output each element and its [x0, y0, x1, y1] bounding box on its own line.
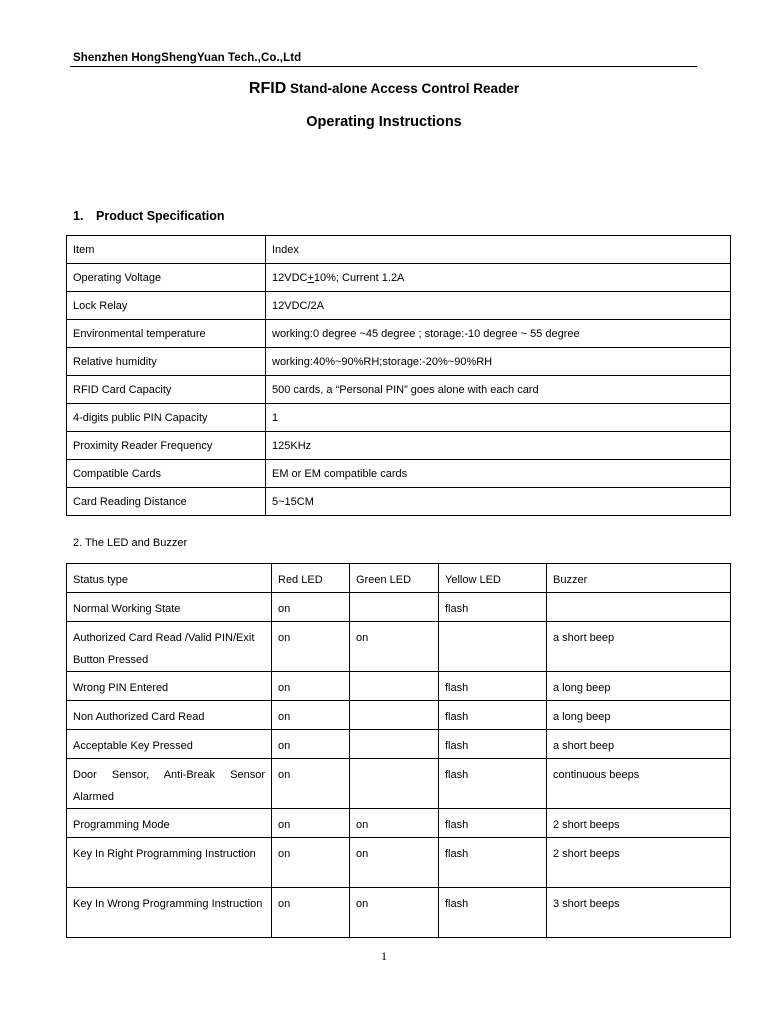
- buzzer-cell: continuous beeps: [547, 759, 731, 809]
- company-name: Shenzhen HongShengYuan Tech.,Co.,Ltd: [73, 52, 302, 64]
- yellow-led-cell: flash: [439, 730, 547, 759]
- title-rest: Stand-alone Access Control Reader: [290, 81, 520, 96]
- status-cell: Wrong PIN Entered: [67, 672, 272, 701]
- table-row: [67, 888, 731, 938]
- voltage-value: 12VDC: [272, 272, 308, 284]
- buzzer-cell: a long beep: [547, 701, 731, 730]
- red-led-cell: on: [272, 809, 350, 838]
- spec-item-cell: Lock Relay: [67, 292, 266, 320]
- yellow-led-cell: [439, 622, 547, 672]
- status-cell: Key In Right Programming Instruction: [67, 838, 272, 888]
- column-header: Red LED: [272, 564, 350, 593]
- spec-item-cell: 4-digits public PIN Capacity: [67, 404, 266, 432]
- section-heading-product-specification: [73, 209, 225, 223]
- red-led-cell: on: [272, 888, 350, 938]
- header-rule: [70, 66, 697, 67]
- red-led-cell: on: [272, 701, 350, 730]
- column-header: Status type: [67, 564, 272, 593]
- green-led-cell: [350, 593, 439, 622]
- spec-item-cell: Compatible Cards: [67, 460, 266, 488]
- spec-item-cell: Operating Voltage: [67, 264, 266, 292]
- status-cell: Programming Mode: [67, 809, 272, 838]
- buzzer-cell: a short beep: [547, 730, 731, 759]
- status-cell: Acceptable Key Pressed: [67, 730, 272, 759]
- spec-index-cell: 500 cards, a “Personal PIN” goes alone with each card: [266, 376, 731, 404]
- table-row: [67, 376, 731, 404]
- table-row: [67, 759, 731, 809]
- green-led-cell: [350, 672, 439, 701]
- status-cell: Normal Working State: [67, 593, 272, 622]
- column-header: Green LED: [350, 564, 439, 593]
- red-led-cell: on: [272, 622, 350, 672]
- product-specification-table: [66, 235, 731, 516]
- spec-item-cell: Proximity Reader Frequency: [67, 432, 266, 460]
- status-cell: Door Sensor, Anti-Break Sensor Alarmed: [67, 759, 272, 809]
- document-title: [0, 80, 768, 98]
- red-led-cell: on: [272, 759, 350, 809]
- status-cell: Authorized Card Read /Valid PIN/Exit Button Pressed: [67, 622, 272, 672]
- plus-minus-sign: +: [307, 272, 314, 284]
- red-led-cell: on: [272, 672, 350, 701]
- buzzer-cell: 2 short beeps: [547, 809, 731, 838]
- buzzer-cell: a long beep: [547, 672, 731, 701]
- green-led-cell: [350, 759, 439, 809]
- spec-item-cell: Environmental temperature: [67, 320, 266, 348]
- table-row: [67, 622, 731, 672]
- spec-index-cell: 125KHz: [266, 432, 731, 460]
- green-led-cell: [350, 701, 439, 730]
- table-header-row: [67, 564, 731, 593]
- spec-index-cell: EM or EM compatible cards: [266, 460, 731, 488]
- red-led-cell: on: [272, 838, 350, 888]
- yellow-led-cell: flash: [439, 809, 547, 838]
- spec-item-cell: Card Reading Distance: [67, 488, 266, 516]
- table-row: [67, 838, 731, 888]
- spec-index-cell: Index: [266, 236, 731, 264]
- buzzer-cell: a short beep: [547, 622, 731, 672]
- green-led-cell: on: [350, 838, 439, 888]
- spec-index-cell: working:40%~90%RH;storage:-20%~90%RH: [266, 348, 731, 376]
- spec-item-cell: RFID Card Capacity: [67, 376, 266, 404]
- section-heading-led-buzzer: 2. The LED and Buzzer: [73, 537, 188, 549]
- yellow-led-cell: flash: [439, 759, 547, 809]
- section-number: 1.: [73, 209, 84, 223]
- spec-item-cell: Item: [67, 236, 266, 264]
- title-prefix: RFID: [248, 80, 287, 97]
- table-row: [67, 320, 731, 348]
- column-header: Yellow LED: [439, 564, 547, 593]
- document-subtitle: Operating Instructions: [306, 114, 462, 130]
- yellow-led-cell: flash: [439, 593, 547, 622]
- green-led-cell: on: [350, 888, 439, 938]
- table-row: [67, 809, 731, 838]
- table-row: [67, 404, 731, 432]
- column-header: Buzzer: [547, 564, 731, 593]
- green-led-cell: on: [350, 622, 439, 672]
- status-cell: Non Authorized Card Read: [67, 701, 272, 730]
- yellow-led-cell: flash: [439, 701, 547, 730]
- green-led-cell: [350, 730, 439, 759]
- spec-index-cell: 12VDC/2A: [266, 292, 731, 320]
- green-led-cell: on: [350, 809, 439, 838]
- yellow-led-cell: flash: [439, 888, 547, 938]
- buzzer-cell: 2 short beeps: [547, 838, 731, 888]
- buzzer-cell: [547, 593, 731, 622]
- table-row: [67, 264, 731, 292]
- table-row: [67, 432, 731, 460]
- table-row: [67, 460, 731, 488]
- spec-index-cell: 1: [266, 404, 731, 432]
- spec-index-cell: working:0 degree ~45 degree ; storage:-10 degree ~ 55 degree: [266, 320, 731, 348]
- red-led-cell: on: [272, 593, 350, 622]
- table-row: [67, 488, 731, 516]
- page-number: 1: [381, 949, 387, 963]
- red-led-cell: on: [272, 730, 350, 759]
- table-row: [67, 672, 731, 701]
- status-cell: Key In Wrong Programming Instruction: [67, 888, 272, 938]
- yellow-led-cell: flash: [439, 672, 547, 701]
- table-row: [67, 236, 731, 264]
- led-buzzer-table: [66, 563, 731, 938]
- buzzer-cell: 3 short beeps: [547, 888, 731, 938]
- yellow-led-cell: flash: [439, 838, 547, 888]
- section-title: Product Specification: [96, 209, 225, 223]
- table-row: [67, 593, 731, 622]
- spec-item-cell: Relative humidity: [67, 348, 266, 376]
- spec-index-cell: [266, 264, 731, 292]
- table-row: [67, 292, 731, 320]
- table-row: [67, 701, 731, 730]
- table-row: [67, 348, 731, 376]
- table-row: [67, 730, 731, 759]
- voltage-tolerance: 10%; Current 1.2A: [313, 272, 405, 284]
- spec-index-cell: 5~15CM: [266, 488, 731, 516]
